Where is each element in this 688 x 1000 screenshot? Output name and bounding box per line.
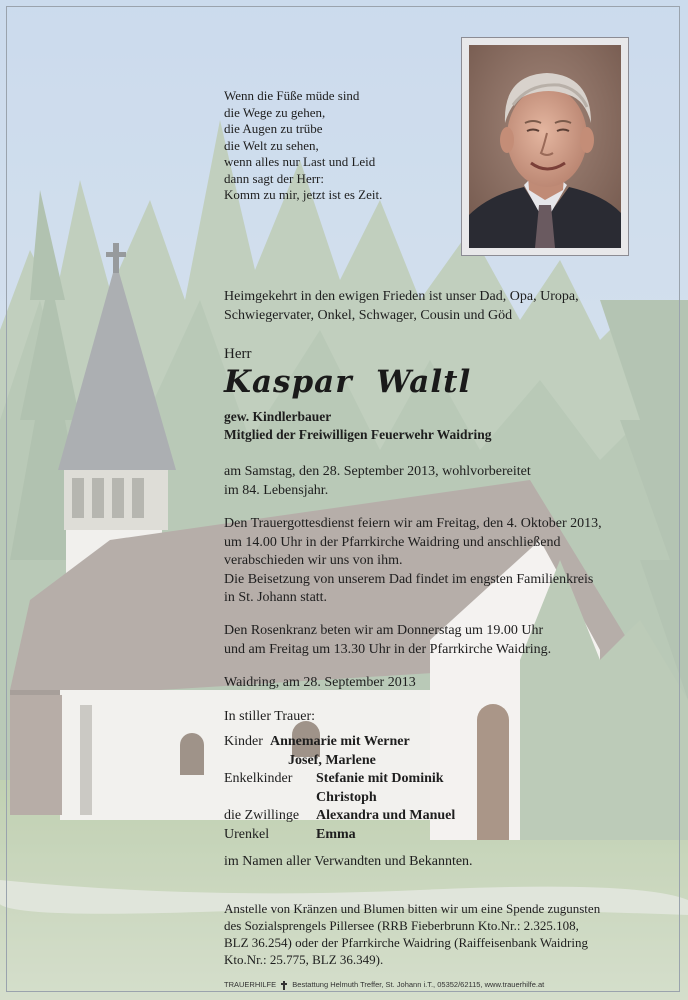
mourner-label: die Zwillinge <box>224 808 300 823</box>
salutation: Herr <box>224 346 252 362</box>
place-date: Waidring, am 28. September 2013 <box>224 675 416 690</box>
rosary-notice <box>224 622 664 659</box>
intro-line: Schwiegervater, Onkel, Schwager, Cousin und Göd <box>224 308 513 323</box>
mourning-intro: In stiller Trauer: <box>224 709 315 724</box>
rosary-line: Den Rosenkranz beten wir am Donnerstag um 19.00 Uhr <box>224 623 544 638</box>
donation-request <box>224 900 634 968</box>
mourner-names: Alexandra und Manuel <box>316 808 456 823</box>
mourner-label: Urenkel <box>224 826 270 842</box>
poem <box>224 88 382 204</box>
poem-line: Wenn die Füße müde sind <box>224 88 360 103</box>
poem-line: dann sagt der Herr: <box>224 170 324 186</box>
death-line: am Samstag, den 28. September 2013, wohlvorbereitet <box>224 464 531 479</box>
service-line: in St. Johann statt. <box>224 590 328 605</box>
poem-line: Komm zu mir, jetzt ist es Zeit. <box>224 187 383 202</box>
poem-line: die Wege zu gehen, <box>224 104 326 120</box>
death-line: im 84. Lebensjahr. <box>224 482 329 498</box>
service-line: Die Beisetzung von unserem Dad findet im engsten Familienkreis <box>224 571 594 587</box>
service-line: verabschieden wir uns von ihm. <box>224 553 403 568</box>
poem-line: die Welt zu sehen, <box>224 137 319 153</box>
donation-line: Kto.Nr.: 25.775, BLZ 36.349). <box>224 952 384 967</box>
imprint-text: Bestattung Helmuth Treffer, St. Johann i.T., 05352/62115, www.trauerhilfe.at <box>292 980 545 989</box>
portrait-frame <box>461 37 629 256</box>
service-line: um 14.00 Uhr in der Pfarrkirche Waidring und anschließend <box>224 534 561 550</box>
intro-text <box>224 287 644 325</box>
poem-line: die Augen zu trübe <box>224 121 323 136</box>
imprint <box>224 980 544 990</box>
imprint-brand: TRAUERHILFE <box>224 980 277 989</box>
occupation-line: Mitglied der Freiwilligen Feuerwehr Waidring <box>224 427 492 442</box>
cross-logo-icon <box>280 981 288 990</box>
donation-line: BLZ 36.254) oder der Pfarrkirche Waidring (Raiffeisenbank Waidring <box>224 935 588 950</box>
funeral-service <box>224 515 664 608</box>
donation-line: Anstelle von Kränzen und Blumen bitten wir um eine Spende zugunsten <box>224 901 601 916</box>
donation-line: des Sozialsprengels Pillersee (RRB Fieberbrunn Kto.Nr.: 2.325.108, <box>224 918 579 933</box>
mourner-label: Kinder <box>224 734 263 749</box>
portrait-photo <box>469 45 621 248</box>
mourner-label: Enkelkinder <box>224 771 293 786</box>
mourner-names: Josef, Marlene <box>288 752 376 768</box>
poem-line: wenn alles nur Last und Leid <box>224 154 376 169</box>
mourner-names: Emma <box>316 826 356 842</box>
deceased-name: Kaspar Waltl <box>224 364 472 400</box>
mourner-names: Christoph <box>316 789 377 805</box>
mourner-names: Stefanie mit Dominik <box>316 771 444 786</box>
occupation <box>224 408 491 444</box>
mourner-names: Annemarie mit Werner <box>270 734 410 749</box>
relatives-line: im Namen aller Verwandten und Bekannten. <box>224 854 473 869</box>
occupation-line: gew. Kindlerbauer <box>224 409 332 424</box>
intro-line: Heimgekehrt in den ewigen Frieden ist unser Dad, Opa, Uropa, <box>224 289 579 304</box>
service-line: Den Trauergottesdienst feiern wir am Freitag, den 4. Oktober 2013, <box>224 516 602 531</box>
rosary-line: und am Freitag um 13.30 Uhr in der Pfarrkirche Waidring. <box>224 641 552 657</box>
death-notice <box>224 463 664 500</box>
